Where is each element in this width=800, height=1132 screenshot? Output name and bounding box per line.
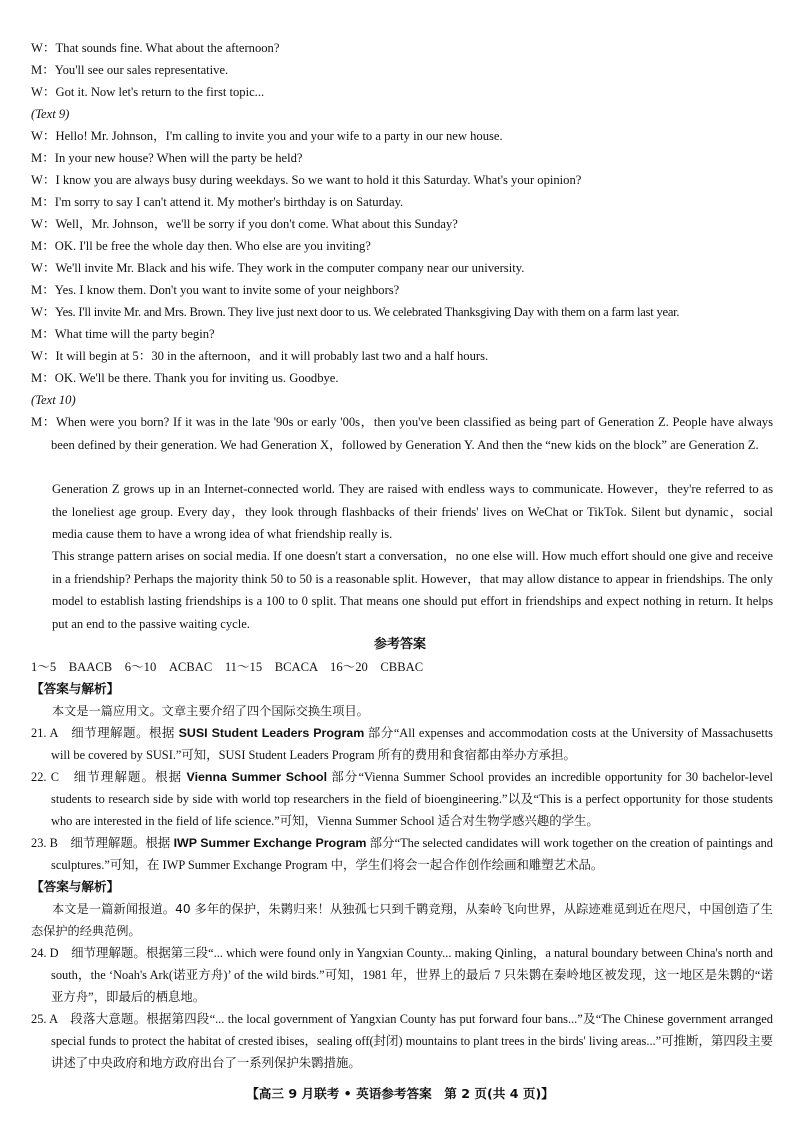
dialogue-line: W：That sounds fine. What about the afternoon? xyxy=(31,41,280,55)
question-number: 21. A xyxy=(31,726,58,740)
dialogue-line: M：I'm sorry to say I can't attend it. My mother's birthday is on Saturday. xyxy=(31,195,404,209)
analysis-text: 细节理解题。根据 xyxy=(57,726,179,740)
dialogue-line: M：Yes. I know them. Don't you want to invite some of your neighbors? xyxy=(31,283,400,297)
dialogue-line: W：Yes. I'll invite Mr. and Mrs. Brown. They live just next door to us. We celebrated Thanksgiving Day with them on a farm last year. xyxy=(31,305,680,319)
text10-paragraph-2: Generation Z grows up in an Internet-connected world. They are raised with endless ways to communicate. However，they're referred to as the loneliest age group. Every day，they look through flashbacks of their friends' lives on WeChat or TikTok. Silent but dynamic，social media cause them to have a wrong idea of what friendship really is. xyxy=(52,482,773,541)
question-number: 25. A xyxy=(31,1012,58,1026)
section-keyword: IWP Summer Exchange Program xyxy=(173,836,367,850)
analysis-text: 部分“All expenses and accommodation costs at the University of Massachusetts will be covered by SUSI.”可知，SUSI Student Leaders Program 所有的费用和食宿都由举办方承担。 xyxy=(51,726,773,762)
dialogue-line: W：It will begin at 5：30 in the afternoon，and it will probably last two and a half hours. xyxy=(31,349,489,363)
dialogue-line: W：Well，Mr. Johnson，we'll be sorry if you don't come. What about this Sunday? xyxy=(31,217,458,231)
analysis-text: 细节理解题。根据第三段“... which were found only in Yangxian County... making Qinling，a natural boundary between China's north and south，the ‘Noah's Ark(诺亚方舟)’ of the wild birds.”可知，1981 年，世界上的最后 7 只朱鹮在秦岭地区被发现，这一地区是朱鹮的“诺亚方舟”，即最后的栖息地。 xyxy=(51,946,773,1004)
question-number: 23. B xyxy=(31,836,58,850)
question-number: 22. C xyxy=(31,770,60,784)
question-24-analysis xyxy=(31,942,773,1008)
question-23-analysis xyxy=(31,832,773,876)
dialogue-line: W：We'll invite Mr. Black and his wife. They work in the computer company near our university. xyxy=(31,261,525,275)
text10-paragraph-3: This strange pattern arises on social media. If one doesn't start a conversation，no one else will. How much effort should one give and receive in a friendship? Perhaps the majority think 50 to 50 is a reasonable split. However，that may allow distance to appear in friendships. The only model to establish lasting friendships is a 100 to 0 split. That means one should put effort in friendships and expect nothing in return. It helps put an end to the passive waiting cycle. xyxy=(52,549,773,631)
analysis-heading: 【答案与解析】 xyxy=(31,681,120,696)
question-21-analysis xyxy=(31,722,773,766)
question-22-analysis xyxy=(31,766,773,832)
question-number: 24. D xyxy=(31,946,59,960)
page-footer: 【高三 9 月联考 • 英语参考答案 第 2 页(共 4 页)】 xyxy=(246,1086,554,1101)
dialogue-line: W：Hello! Mr. Johnson，I'm calling to invite you and your wife to a party in our new house. xyxy=(31,129,503,143)
dialogue-line: M：OK. We'll be there. Thank you for inviting us. Goodbye. xyxy=(31,371,339,385)
dialogue-line: M：You'll see our sales representative. xyxy=(31,63,229,77)
dialogue-line: M：In your new house? When will the party be held? xyxy=(31,151,303,165)
answers-title: 参考答案 xyxy=(373,637,426,652)
dialogue-line: M：What time will the party begin? xyxy=(31,327,215,341)
passage-intro: 本文是一篇新闻报道。40 多年的保护，朱鹮归来！从独孤七只到千鹮竞翔，从秦岭飞向世界，从踪迹难觅到近在咫尺，中国创造了生态保护的经典范例。 xyxy=(31,902,773,938)
passage-intro: 本文是一篇应用文。文章主要介绍了四个国际交换生项目。 xyxy=(52,704,369,718)
question-25-analysis xyxy=(31,1008,773,1074)
section-keyword: Vienna Summer School xyxy=(186,770,328,784)
analysis-text: 细节理解题。根据 xyxy=(57,836,174,850)
answer-key-line: 1～5 BAACB 6～10 ACBAC 11～15 BCACA 16～20 CBBAC xyxy=(31,660,424,674)
analysis-text: 段落大意题。根据第四段“... the local government of Yangxian County has put forward four bans...”及“The Chinese government arranged special funds to protect the habitat of crested ibises，sealing off(封闭) mountains to plant trees in the birds' living areas...”可推断，第四段主要讲述了中央政府和地方政府出台了一系列保护朱鹮措施。 xyxy=(51,1012,773,1070)
dialogue-line: W：I know you are always busy during weekdays. So we want to hold it this Saturday. What's your opinion? xyxy=(31,173,582,187)
section-keyword: SUSI Student Leaders Program xyxy=(178,726,365,740)
analysis-text: 部分“Vienna Summer School provides an incredible opportunity for 30 bachelor-level students to research side by side with world top researchers in the field of bioengineering.”以及“This is a perfect opportunity for those students who are interested in the field of life science.”可知，Vienna Summer School 适合对生物学感兴趣的学生。 xyxy=(51,770,773,828)
text9-label: (Text 9) xyxy=(31,107,70,121)
analysis-text: 部分“The selected candidates will work together on the creation of paintings and sculptures.”可知，在 IWP Summer Exchange Program 中，学生们将会一起合作创作绘画和雕塑艺术品。 xyxy=(51,836,773,872)
analysis-text: 细节理解题。根据 xyxy=(59,770,187,784)
dialogue-line: M：OK. I'll be free the whole day then. Who else are you inviting? xyxy=(31,239,371,253)
analysis-heading: 【答案与解析】 xyxy=(31,879,120,894)
text10-paragraph-1: M：When were you born? If it was in the late '90s or early '00s，then you've been classified as being part of Generation Z. People have always been defined by their generation. We had Generation X，followed by Generation Y. And then the “new kids on the block” are Generation Z. xyxy=(31,415,773,452)
dialogue-line: W：Got it. Now let's return to the first topic... xyxy=(31,85,265,99)
text10-label: (Text 10) xyxy=(31,393,76,407)
